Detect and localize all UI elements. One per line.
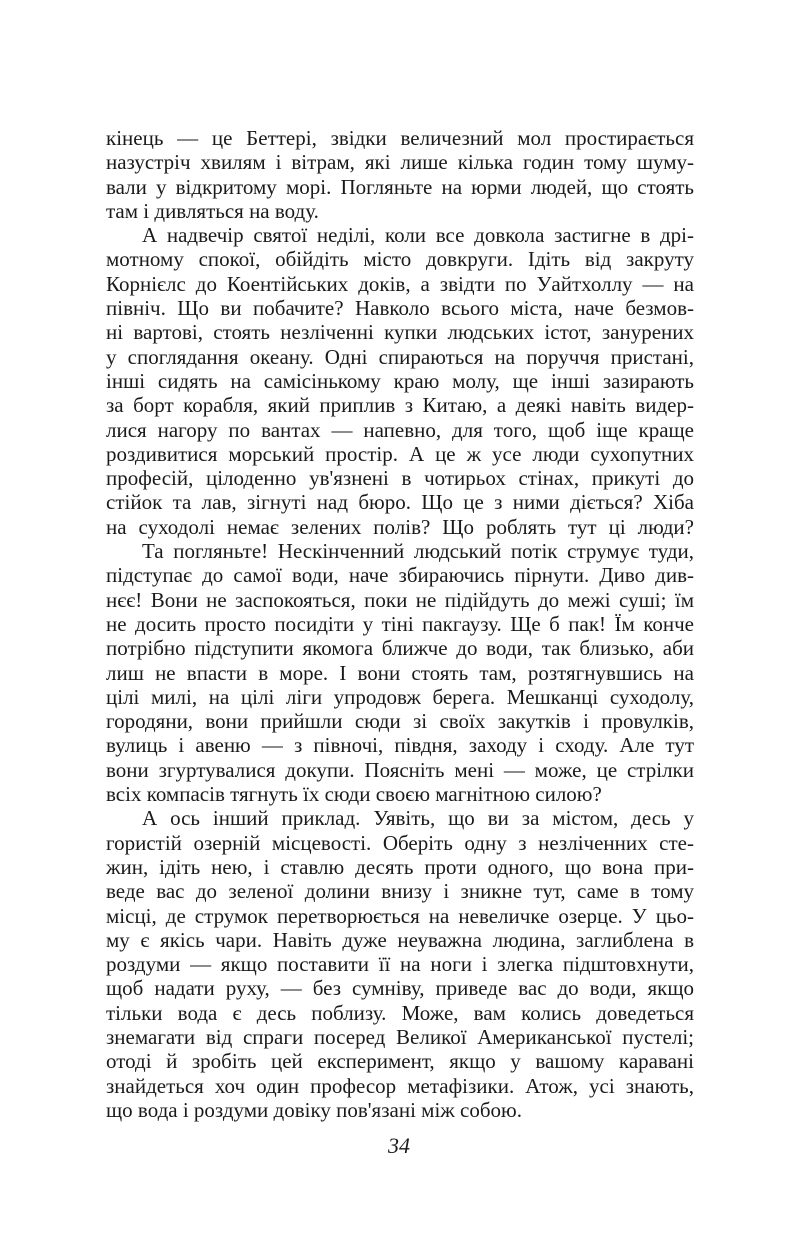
text-line: не досить просто посидіти у тіні пакгаузу. Ще б пак! Їм конче <box>106 611 694 636</box>
text-line: мотному спокої, обійдіть місто довкруги. Ідіть від закруту <box>106 247 694 272</box>
text-line: Корнієлс до Коентійських доків, а звідти по Уайтхоллу — на <box>106 271 694 296</box>
text-line: А надвечір святої неділі, коли все довкола застигне в дрі- <box>142 223 694 248</box>
text-line: у споглядання океану. Одні спираються на поруччя пристані, <box>106 344 694 369</box>
text-line: знемагати від спраги посеред Великої Американської пустелі; <box>106 1024 694 1049</box>
text-line: городяни, вони прийшли сюди зі своїх закутків і провулків, <box>106 709 694 734</box>
text-line: щоб надати руху, — без сумніву, приведе вас до води, якщо <box>106 976 694 1001</box>
text-line: потрібно підступити якомога ближче до води, так близько, аби <box>106 636 694 661</box>
text-line: знайдеться хоч один професор метафізики. Атож, усі знають, <box>106 1073 694 1098</box>
text-line: стійок та лав, зігнуті над бюро. Що це з ними діється? Хіба <box>106 490 694 515</box>
text-line: там і дивляться на воду. <box>106 198 319 223</box>
body-text <box>106 126 694 1122</box>
text-line: місці, де струмок перетворюється на невеличке озерце. У цьо- <box>106 903 694 928</box>
text-line: роздивитися морський простір. А це ж усе люди сухопутних <box>106 441 694 466</box>
text-line: на суходолі немає зелених полів? Що роблять тут ці люди? <box>106 514 694 539</box>
text-line: тільки вода є десь поблизу. Може, вам колись доведеться <box>106 1000 694 1025</box>
text-line: назустріч хвилям і вітрам, які лише кілька годин тому шуму- <box>106 150 694 175</box>
text-line: кінець — це Беттері, звідки величезний мол простирається <box>106 126 694 150</box>
text-line: лиш не впасти в море. І вони стоять там, розтягнувшись на <box>106 660 694 685</box>
text-line: жин, ідіть нею, і ставлю десять проти одного, що вона при- <box>106 854 694 879</box>
text-line: ні вартові, стоять незліченні купки людських істот, занурених <box>106 320 694 345</box>
text-line: північ. Що ви побачите? Навколо всього міста, наче безмов- <box>106 296 694 321</box>
text-line: отоді й зробіть цей експеримент, якщо у вашому каравані <box>106 1049 694 1074</box>
text-line: підступає до самої води, наче збираючись пірнути. Диво див- <box>106 563 694 588</box>
text-line: гористій озерній місцевості. Оберіть одну з незліченних сте- <box>106 830 694 855</box>
text-line: вали у відкритому морі. Погляньте на юрми людей, що стоять <box>106 174 694 199</box>
text-line: інші сидять на самісінькому краю молу, ще інші зазирають <box>106 368 694 393</box>
text-line: вулиць і авеню — з півночі, півдня, заходу і сходу. Але тут <box>106 733 694 758</box>
text-line: цілі милі, на цілі ліги упродовж берега. Мешканці суходолу, <box>106 684 694 709</box>
text-line: вони згуртувалися докупи. Поясніть мені — може, це стрілки <box>106 757 694 782</box>
text-line: нєє! Вони не заспокояться, поки не підійдуть до межі суші; їм <box>106 587 694 612</box>
text-line: му є якісь чари. Навіть дуже неуважна людина, заглиблена в <box>106 927 694 952</box>
page-number: 34 <box>388 1133 410 1158</box>
text-line: що вода і роздуми довіку пов'язані між собою. <box>106 1097 522 1122</box>
text-line: професій, цілоденно ув'язнені в чотирьох стінах, прикуті до <box>106 466 694 491</box>
text-line: роздуми — якщо поставити її на ноги і злегка підштовхнути, <box>106 952 694 977</box>
text-line: за борт корабля, який приплив з Китаю, а деякі навіть видер- <box>106 393 694 418</box>
text-line: лися нагору по вантах — напевно, для того, щоб іще краще <box>106 417 694 442</box>
text-line: Та погляньте! Нескінченний людський потік струмує туди, <box>142 539 694 564</box>
text-line: А ось інший приклад. Уявіть, що ви за містом, десь у <box>142 806 694 831</box>
text-line: всіх компасів тягнуть їх сюди своєю магнітною силою? <box>106 782 602 807</box>
text-line: веде вас до зеленої долини внизу і зникне тут, саме в тому <box>106 879 694 904</box>
